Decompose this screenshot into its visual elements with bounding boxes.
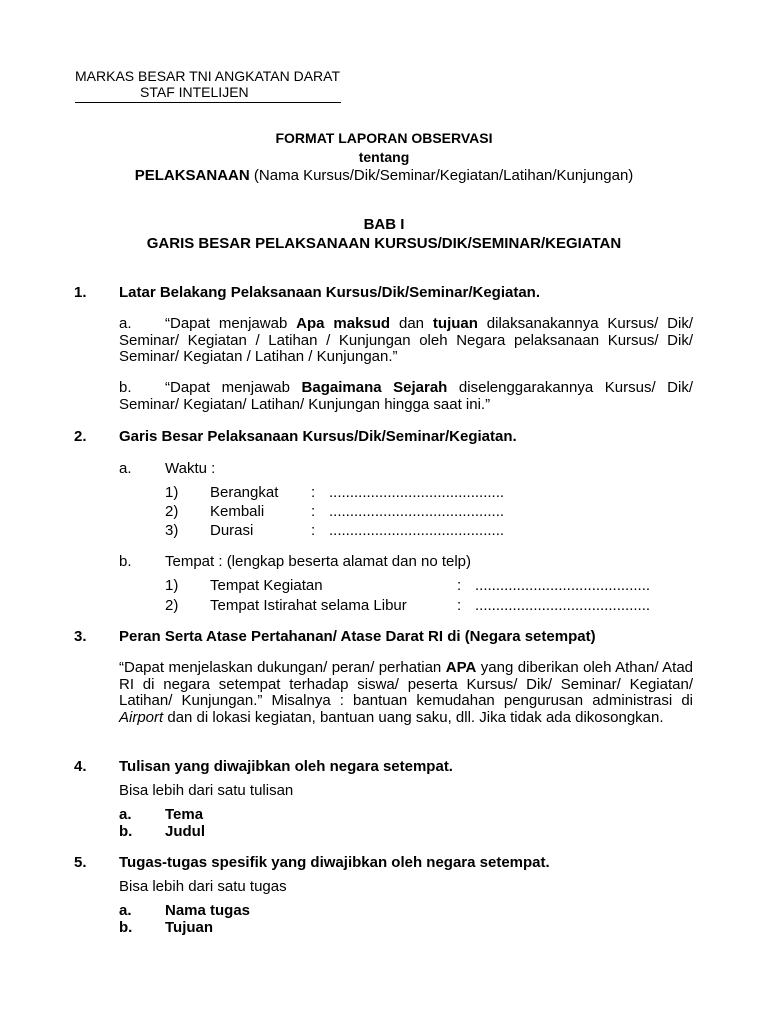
- section-2b-letter: b.: [119, 553, 132, 570]
- section-2-number: 2.: [74, 428, 87, 445]
- section-3-number: 3.: [74, 628, 87, 645]
- section-3-paragraph: “Dapat menjelaskan dukungan/ peran/ perhatian APA yang diberikan oleh Athan/ Atad RI di negara setempat terhadap siswa/ peserta Kursus/ Dik/ Seminar/ Kegiatan/ Latihan/ Kunjungan.” Misalnya : bantuan kemudahan pengurusan administrasi di Airport dan di lokasi kegiatan, bantuan uang saku, dll. Jika tidak ada dikosongkan.: [119, 659, 694, 726]
- section-1-number: 1.: [74, 284, 87, 301]
- waktu-item-2-num: 2): [165, 503, 179, 520]
- tempat-item-1-colon: :: [457, 577, 462, 594]
- section-2-heading: Garis Besar Pelaksanaan Kursus/Dik/Seminar/Kegiatan.: [119, 428, 517, 445]
- waktu-item-2-value: ..........................................: [329, 503, 505, 520]
- doc-title: FORMAT LAPORAN OBSERVASI: [275, 130, 493, 146]
- header-underline: [75, 102, 341, 103]
- tempat-item-2-value: ..........................................: [475, 597, 651, 614]
- section-3-heading: Peran Serta Atase Pertahanan/ Atase Darat RI di (Negara setempat): [119, 628, 596, 645]
- subtitle-bold: PELAKSANAAN: [134, 167, 250, 184]
- section-4-item-a-letter: a.: [119, 806, 132, 823]
- chapter-heading: GARIS BESAR PELAKSANAAN KURSUS/DIK/SEMINAR/KEGIATAN: [146, 235, 622, 252]
- section-5-heading: Tugas-tugas spesifik yang diwajibkan oleh negara setempat.: [119, 854, 550, 871]
- waktu-item-3-value: ..........................................: [329, 522, 505, 539]
- tempat-item-1-value: ..........................................: [475, 577, 651, 594]
- waktu-item-3-colon: :: [311, 522, 316, 539]
- doc-title-tentang: tentang: [358, 149, 410, 165]
- section-5-note: Bisa lebih dari satu tugas: [119, 878, 287, 895]
- section-4-note: Bisa lebih dari satu tulisan: [119, 782, 294, 799]
- tempat-item-1-num: 1): [165, 577, 179, 594]
- tempat-item-2-colon: :: [457, 597, 462, 614]
- section-5-item-b-letter: b.: [119, 919, 133, 936]
- section-1b-paragraph: b. “Dapat menjawab Bagaimana Sejarah diselenggarakannya Kursus/ Dik/ Seminar/ Kegiatan/ Latihan/ Kunjungan hingga saat ini.”: [119, 379, 694, 413]
- section-4-item-b-letter: b.: [119, 823, 133, 840]
- section-5-item-a-label: Nama tugas: [165, 902, 251, 919]
- tempat-item-2-label: Tempat Istirahat selama Libur: [210, 597, 407, 614]
- section-5-number: 5.: [74, 854, 87, 871]
- section-5-item-b-label: Tujuan: [165, 919, 214, 936]
- tempat-item-2-num: 2): [165, 597, 179, 614]
- chapter-label: BAB I: [363, 216, 405, 233]
- section-2b-label: Tempat : (lengkap beserta alamat dan no telp): [165, 553, 472, 570]
- section-1a-paragraph: a. “Dapat menjawab Apa maksud dan tujuan dilaksanakannya Kursus/ Dik/ Seminar/ Kegiatan / Latihan / Kunjungan oleh Negara pelaksanaan Kursus/ Dik/ Seminar/ Kegiatan / Latihan / Kunjungan.”: [119, 315, 693, 365]
- section-4-heading: Tulisan yang diwajibkan oleh negara setempat.: [119, 758, 453, 775]
- section-2a-label: Waktu :: [165, 460, 216, 477]
- section-1-heading: Latar Belakang Pelaksanaan Kursus/Dik/Seminar/Kegiatan.: [119, 284, 541, 301]
- waktu-item-1-num: 1): [165, 484, 179, 501]
- waktu-item-3-label: Durasi: [210, 522, 254, 539]
- section-4-item-b-label: Judul: [165, 823, 205, 840]
- doc-subtitle: [0, 167, 768, 184]
- waktu-item-2-label: Kembali: [210, 503, 265, 520]
- waktu-item-3-num: 3): [165, 522, 179, 539]
- subtitle-rest: (Nama Kursus/Dik/Seminar/Kegiatan/Latihan/Kunjungan): [253, 167, 634, 184]
- section-4-item-a-label: Tema: [165, 806, 204, 823]
- waktu-item-1-colon: :: [311, 484, 316, 501]
- section-4-number: 4.: [74, 758, 87, 775]
- waktu-item-1-value: ..........................................: [329, 484, 505, 501]
- section-2a-letter: a.: [119, 460, 132, 477]
- section-1b-letter: b.: [119, 379, 132, 396]
- section-5-item-a-letter: a.: [119, 902, 132, 919]
- org-line-1: MARKAS BESAR TNI ANGKATAN DARAT: [75, 68, 341, 84]
- section-1a-letter: a.: [119, 315, 132, 332]
- waktu-item-1-label: Berangkat: [210, 484, 279, 501]
- waktu-item-2-colon: :: [311, 503, 316, 520]
- org-line-2: STAF INTELIJEN: [140, 84, 249, 100]
- tempat-item-1-label: Tempat Kegiatan: [210, 577, 323, 594]
